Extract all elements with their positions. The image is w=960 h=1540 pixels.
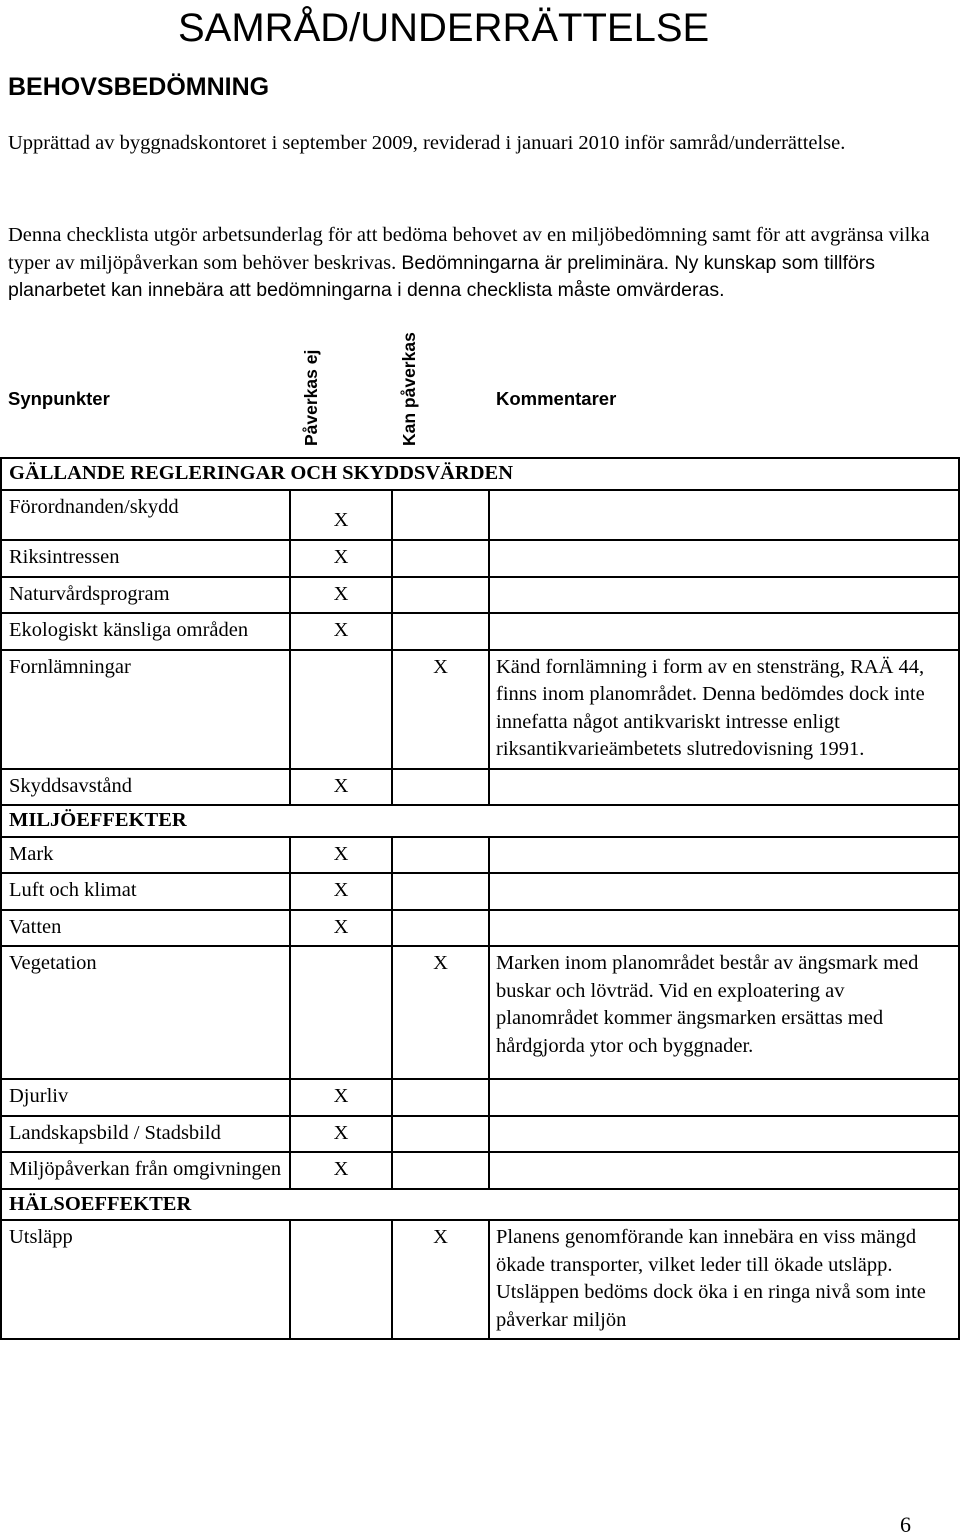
paverkas-ej-mark: X [290, 613, 392, 650]
row-label: Utsläpp [1, 1220, 290, 1339]
paverkas-ej-mark: X [290, 769, 392, 806]
row-comment [489, 490, 959, 541]
table-row [1, 613, 959, 650]
paverkas-ej-mark [290, 650, 392, 769]
row-comment [489, 910, 959, 947]
kan-paverkas-mark: X [392, 650, 489, 769]
kan-paverkas-mark: X [392, 1220, 489, 1339]
table-row [1, 910, 959, 947]
section-heading-miljo: MILJÖEFFEKTER [1, 805, 959, 837]
row-label: Miljöpåverkan från omgivningen [1, 1152, 290, 1189]
intro-paragraph-2a: Denna checklista utgör arbetsunderlag för att bedöma behovet av en miljöbedömning samt för att avgränsa vilka typer av miljöpåverkan som behöver beskrivas. [8, 224, 930, 274]
table-row [1, 873, 959, 910]
column-header-paverkas-ej [300, 350, 322, 446]
intro-paragraph-2b: Bedömningarna är preliminära. Ny kunskap som tillförs planarbetet kan innebära att bedömningarna i denna checklista måste omvärderas. [8, 251, 875, 301]
table-row [1, 540, 959, 577]
intro-paragraph-2 [8, 222, 953, 305]
row-comment [489, 1116, 959, 1153]
section-row-miljo [1, 805, 959, 837]
row-label: Ekologiskt känsliga områden [1, 613, 290, 650]
row-comment [489, 1152, 959, 1189]
row-comment [489, 577, 959, 614]
page-number: 6 [900, 1512, 911, 1537]
row-label: Djurliv [1, 1079, 290, 1116]
intro-paragraph-1: Upprättad av byggnadskontoret i september 2009, reviderad i januari 2010 inför samråd/underrättelse. [8, 132, 846, 154]
row-label: Naturvårdsprogram [1, 577, 290, 614]
document-title: SAMRÅD/UNDERRÄTTELSE [178, 6, 710, 50]
table-row [1, 1220, 959, 1339]
kan-paverkas-mark [392, 1079, 489, 1116]
paverkas-ej-mark: X [290, 577, 392, 614]
column-header-paverkas-ej-label: Påverkas ej [301, 349, 321, 446]
paverkas-ej-mark: X [290, 1152, 392, 1189]
row-comment [489, 769, 959, 806]
kan-paverkas-mark [392, 540, 489, 577]
paverkas-ej-mark: X [290, 490, 392, 541]
paverkas-ej-mark [290, 946, 392, 1079]
kan-paverkas-mark [392, 873, 489, 910]
kan-paverkas-mark [392, 1116, 489, 1153]
row-comment [489, 1079, 959, 1116]
section-heading-gallande: GÄLLANDE REGLERINGAR OCH SKYDDSVÄRDEN [1, 458, 959, 490]
row-label: Skyddsavstånd [1, 769, 290, 806]
row-label: Luft och klimat [1, 873, 290, 910]
row-comment [489, 613, 959, 650]
column-header-kan-paverkas [398, 332, 420, 446]
kan-paverkas-mark [392, 769, 489, 806]
paverkas-ej-mark: X [290, 1116, 392, 1153]
paverkas-ej-mark: X [290, 910, 392, 947]
row-comment [489, 837, 959, 874]
row-comment: Planens genomförande kan innebära en viss mängd ökade transporter, vilket leder till ökade utsläpp. Utsläppen bedöms dock öka i en ringa nivå som inte påverkar miljön [489, 1220, 959, 1339]
row-label: Landskapsbild / Stadsbild [1, 1116, 290, 1153]
table-row [1, 1116, 959, 1153]
row-label: Vegetation [1, 946, 290, 1079]
paverkas-ej-mark [290, 1220, 392, 1339]
table-row [1, 650, 959, 769]
section-row-halso [1, 1189, 959, 1221]
row-label: Förordnanden/skydd [1, 490, 290, 541]
table-row [1, 946, 959, 1079]
table-row [1, 577, 959, 614]
section-row-gallande [1, 458, 959, 490]
paverkas-ej-mark: X [290, 540, 392, 577]
table-row [1, 1152, 959, 1189]
column-header-synpunkter: Synpunkter [8, 388, 110, 409]
section-heading-halso: HÄLSOEFFEKTER [1, 1189, 959, 1221]
document-subtitle: BEHOVSBEDÖMNING [8, 73, 270, 101]
kan-paverkas-mark [392, 613, 489, 650]
row-label: Mark [1, 837, 290, 874]
row-comment [489, 873, 959, 910]
table-row [1, 490, 959, 541]
kan-paverkas-mark [392, 910, 489, 947]
kan-paverkas-mark [392, 577, 489, 614]
kan-paverkas-mark: X [392, 946, 489, 1079]
row-label: Fornlämningar [1, 650, 290, 769]
column-header-kan-paverkas-label: Kan påverkas [399, 332, 419, 446]
row-label: Vatten [1, 910, 290, 947]
kan-paverkas-mark [392, 837, 489, 874]
column-header-kommentarer: Kommentarer [496, 388, 617, 409]
row-comment [489, 540, 959, 577]
table-row [1, 1079, 959, 1116]
table-row [1, 837, 959, 874]
row-comment: Känd fornlämning i form av en stensträng, RAÄ 44, finns inom planområdet. Denna bedömdes dock inte innefatta något antikvariskt intresse enligt riksantikvarieämbetets slutredovisning 1991. [489, 650, 959, 769]
kan-paverkas-mark [392, 1152, 489, 1189]
paverkas-ej-mark: X [290, 1079, 392, 1116]
table-row [1, 769, 959, 806]
row-comment: Marken inom planområdet består av ängsmark med buskar och lövträd. Vid en exploatering av planområdet kommer ängsmarken ersättas med hårdgjorda ytor och byggnader. [489, 946, 959, 1079]
paverkas-ej-mark: X [290, 873, 392, 910]
kan-paverkas-mark [392, 490, 489, 541]
paverkas-ej-mark: X [290, 837, 392, 874]
row-label: Riksintressen [1, 540, 290, 577]
checklist-table [0, 457, 960, 1340]
